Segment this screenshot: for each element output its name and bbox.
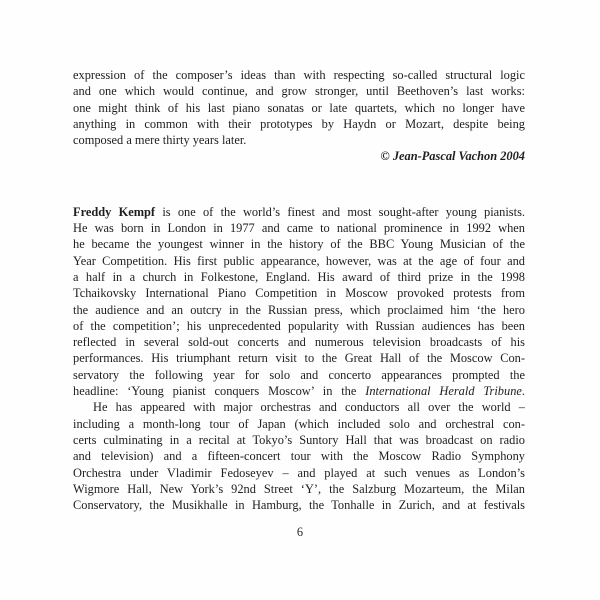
text-line: expression of the composer’s ideas than with respecting so-called structural logic <box>73 68 525 82</box>
text-line: Conservatory, the Musikhalle in Hamburg, the Tonhalle in Zurich, and at festivals <box>73 498 525 513</box>
text-line <box>73 204 525 220</box>
text-line: He was born in London in 1977 and came to national prominence in 1992 when <box>73 221 525 236</box>
text-line: and one which would continue, and grow stronger, until Beethoven’s last works: <box>73 84 525 99</box>
paragraph-continuation <box>73 67 525 148</box>
text-line: the audience and an outcry in the Russian press, which proclaimed him ‘the hero <box>73 302 525 317</box>
text-line: He has appeared with major orchestras and conductors all over the world – <box>93 400 525 415</box>
body-text <box>73 67 525 513</box>
text-segment: headline: ‘Young pianist conquers Moscow’ in the <box>73 384 366 399</box>
text-line: Orchestra under Vladimir Fedoseyev – and played at such venues as London’s <box>73 465 525 480</box>
text-line <box>73 383 525 399</box>
text-line: servatory the following year for solo and concerto appearances prompted the <box>73 367 525 382</box>
page-number: 6 <box>296 525 304 539</box>
text-line: including a month-long tour of Japan (which included solo and orchestral con- <box>73 416 525 431</box>
text-line: performances. His triumphant return visit to the Great Hall of the Moscow Con- <box>73 351 525 366</box>
text-line: Tchaikovsky International Piano Competition in Moscow provoked protests from <box>73 286 525 301</box>
text-segment: . <box>521 384 525 399</box>
text-line: one might think of his last piano sonatas or late quartets, which no longer have <box>73 100 525 115</box>
text-line: Wigmore Hall, New York’s 92nd Street ‘Y’, the Salzburg Mozarteum, the Milan <box>73 481 525 496</box>
bio-paragraph-2 <box>73 399 525 513</box>
publication-name: International Herald Tribune <box>365 384 522 399</box>
bio-paragraph-1 <box>73 204 525 400</box>
text-line: composed a mere thirty years later. <box>73 133 247 148</box>
text-segment: is one of the world’s finest and most sought-after young pianists. <box>155 204 525 219</box>
text-line: a half in a church in Folkestone, England. His award of third prize in the 1998 <box>73 269 525 284</box>
text-line: he became the youngest winner in the history of the BBC Young Musician of the <box>73 237 525 252</box>
text-line: of the competition’; his unprecedented popularity with Russian audiences has been <box>73 318 525 333</box>
author-credit: © Jean-Pascal Vachon 2004 <box>380 149 525 164</box>
text-line: Year Competition. His first public appearance, however, was at the age of four and <box>73 253 525 268</box>
text-line: reflected in several sold-out concerts and numerous television broadcasts of his <box>73 335 525 350</box>
artist-name: Freddy Kempf <box>73 204 156 219</box>
text-line: certs culminating in a recital at Tokyo’s Suntory Hall that was broadcast on radio <box>73 432 525 447</box>
text-line: anything in common with their prototypes by Haydn or Mozart, despite being <box>73 116 525 131</box>
text-line: and television) and a fifteen-concert tour with the Moscow Radio Symphony <box>73 449 525 464</box>
